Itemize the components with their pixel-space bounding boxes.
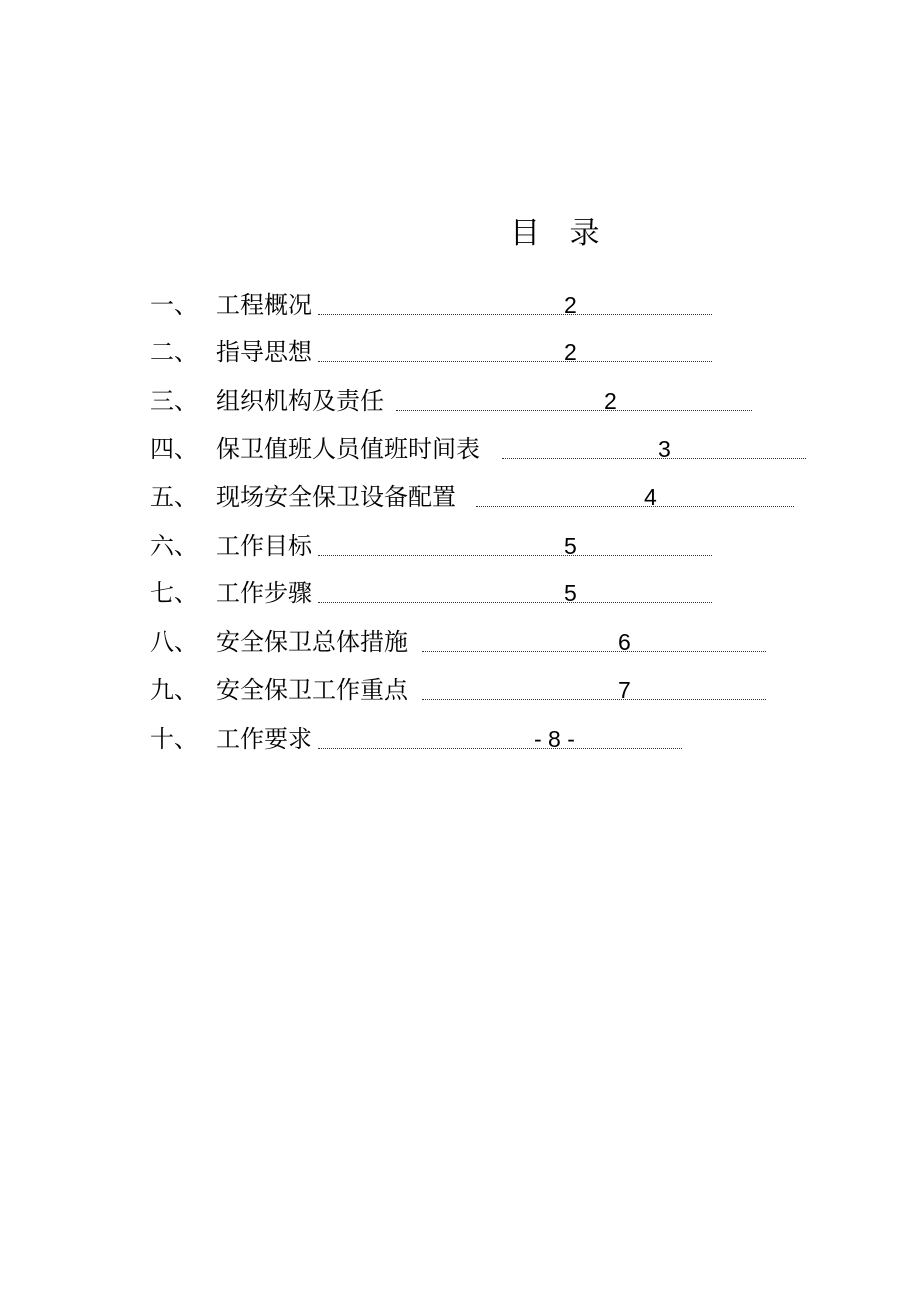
toc-leader-dots <box>396 410 752 411</box>
toc-entry-number: 五、 <box>150 483 198 511</box>
toc-entry-page: 2 <box>604 388 617 414</box>
toc-entry-page: 6 <box>618 629 631 655</box>
toc-entry-label: 安全保卫工作重点 <box>216 676 408 704</box>
toc-entry-page: 5 <box>564 580 577 606</box>
toc-entry-number: 九、 <box>150 676 198 704</box>
toc-entry-label: 工作目标 <box>216 532 312 560</box>
toc-entry-label: 保卫值班人员值班时间表 <box>216 435 480 463</box>
toc-entry-label: 安全保卫总体措施 <box>216 628 408 656</box>
toc-entry-label: 工作步骤 <box>216 579 312 607</box>
toc-entry-label: 组织机构及责任 <box>216 387 384 415</box>
toc-entry-number: 六、 <box>150 532 198 560</box>
toc-entry-number: 二、 <box>150 338 198 366</box>
toc-entry-page: - 8 - <box>534 726 575 752</box>
toc-entry-number: 四、 <box>150 435 198 463</box>
toc-entry-number: 三、 <box>150 387 198 415</box>
toc-entry-number: 八、 <box>150 628 198 656</box>
toc-entry-page: 7 <box>618 677 631 703</box>
toc-leader-dots <box>422 699 766 700</box>
toc-entry-page: 5 <box>564 533 577 559</box>
toc-entry-page: 3 <box>658 436 671 462</box>
toc-leader-dots <box>476 506 794 507</box>
toc-title: 目 录 <box>510 216 610 251</box>
toc-leader-dots <box>318 314 712 315</box>
toc-entry-label: 工作要求 <box>216 725 312 753</box>
toc-entry-page: 2 <box>564 292 577 318</box>
toc-leader-dots <box>502 458 806 459</box>
toc-leader-dots <box>318 361 712 362</box>
toc-entry-number: 七、 <box>150 579 198 607</box>
toc-leader-dots <box>318 555 712 556</box>
toc-entry-number: 十、 <box>150 725 198 753</box>
toc-entry-page: 4 <box>644 484 657 510</box>
toc-entry-label: 指导思想 <box>216 338 312 366</box>
toc-leader-dots <box>318 748 682 749</box>
toc-entry-label: 工程概况 <box>216 291 312 319</box>
toc-leader-dots <box>422 651 766 652</box>
toc-entry-number: 一、 <box>150 291 198 319</box>
toc-leader-dots <box>318 602 712 603</box>
toc-entry-page: 2 <box>564 339 577 365</box>
toc-entry-label: 现场安全保卫设备配置 <box>216 483 456 511</box>
